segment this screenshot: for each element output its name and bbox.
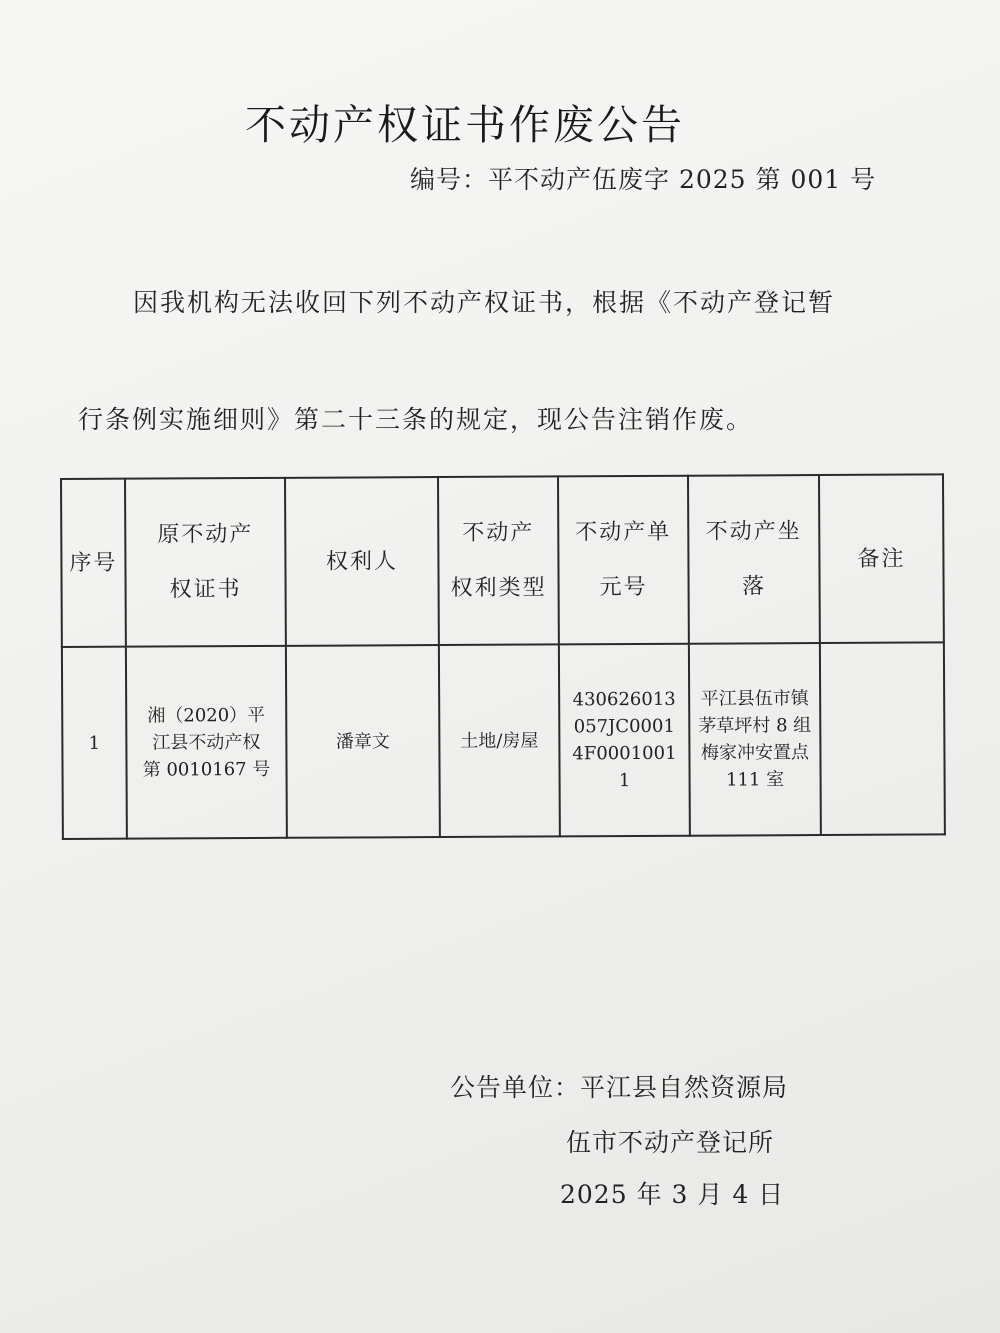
issuer-line: 公告单位：平江县自然资源局 [450,1073,789,1102]
header-index: 序号 [61,479,126,647]
header-owner: 权利人 [285,477,439,646]
header-remarks: 备注 [819,474,944,643]
certificate-table [60,473,946,840]
body-text-line-1: 因我机构无法收回下列不动产权证书，根据《不动产登记暂 [133,288,836,317]
header-location: 不动产坐 落 [688,475,820,644]
body-text-line-2: 行条例实施细则》第二十三条的规定，现公告注销作废。 [78,405,754,434]
document-number: 编号：平不动产伍废字 2025 第 001 号 [410,165,877,194]
cell-unit-number: 430626013057JC00014F00010011 [559,644,690,837]
table-header-row [61,474,944,647]
cell-certificate: 湘（2020）平 江县不动产权 第 0010167 号 [126,646,287,839]
header-unit-number: 不动产单 元号 [558,476,689,645]
cell-right-type: 土地/房屋 [439,644,560,837]
document-title: 不动产权证书作废公告 [245,101,685,149]
table-row [62,642,945,839]
cell-remarks [820,642,945,835]
cell-location: 平江县伍市镇 茅草坪村 8 组 梅家冲安置点 111 室 [689,643,821,836]
office-line: 伍市不动产登记所 [566,1128,775,1157]
cell-index: 1 [62,647,127,839]
cell-owner: 潘章文 [286,645,440,838]
header-right-type: 不动产 权利类型 [438,476,559,645]
header-certificate: 原不动产 权证书 [125,478,286,647]
certificate-table-wrapper [60,473,944,840]
date-line: 2025 年 3 月 4 日 [560,1180,785,1209]
